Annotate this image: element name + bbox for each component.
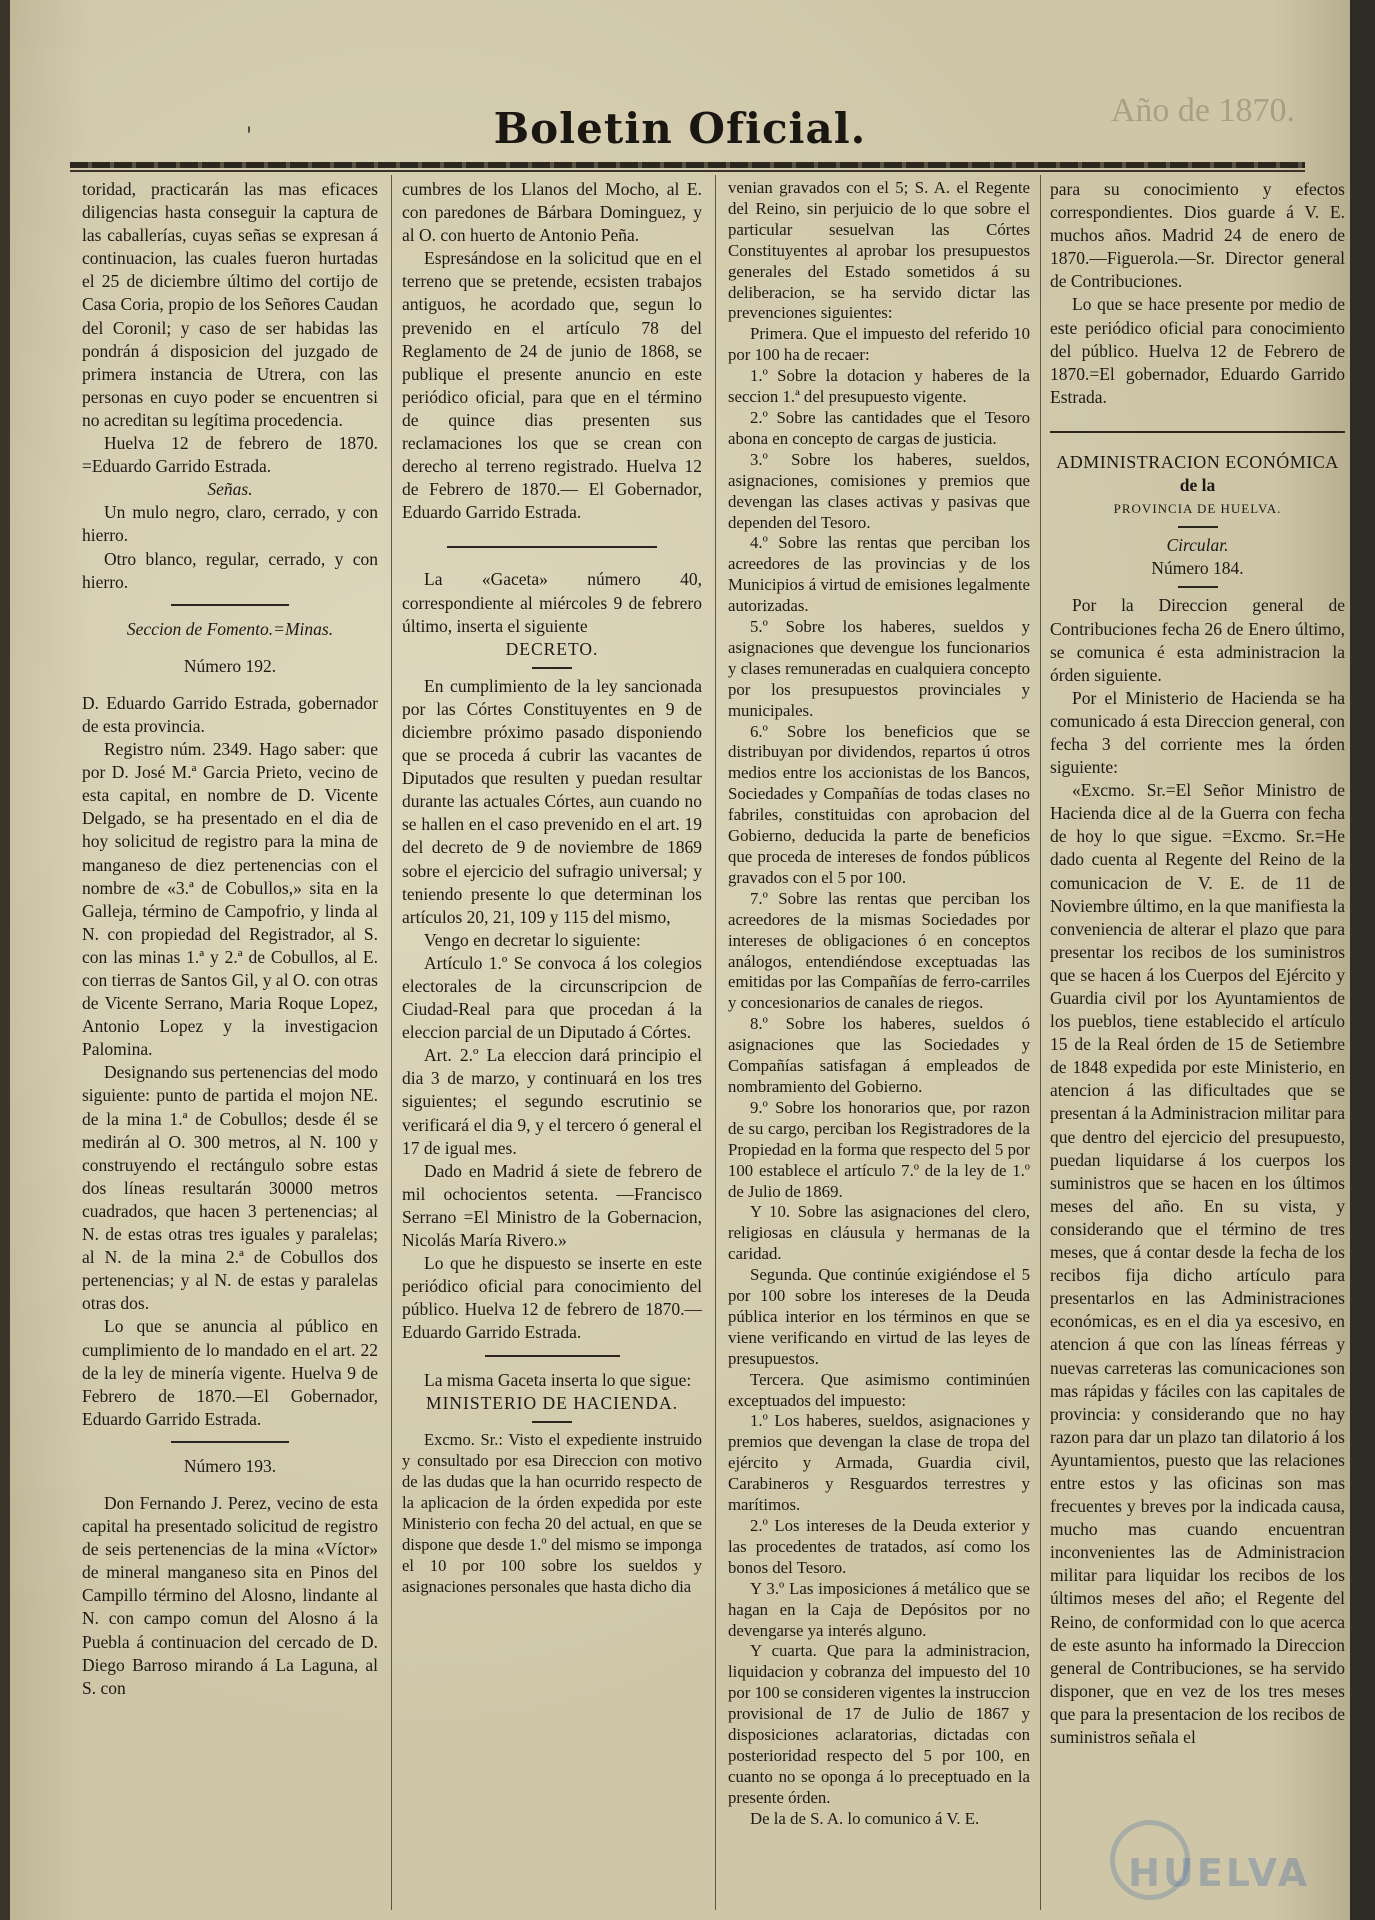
divider <box>447 546 657 548</box>
circular-label: Circular. <box>1166 535 1229 556</box>
paragraph: Huelva 12 de febrero de 1870. =Eduardo Garrido Estrada. <box>82 433 378 477</box>
paragraph: Primera. Que el impuesto del referido 10 por 100 ha de recaer: <box>728 324 1030 365</box>
masthead-rule-thin <box>70 170 1305 172</box>
paragraph: Dado en Madrid á siete de febrero de mil ochocientos setenta. —Francisco Serrano =El Ministro de la Gobernacion, Nicolás María Rivero.» <box>402 1160 702 1251</box>
paragraph: Art. 2.º La eleccion dará principio el dia 3 de marzo, y continuará en los tres siguientes; el segundo escrutinio se verificará el dia 9, y el tercero ó general el 17 de igual mes. <box>402 1045 702 1158</box>
paragraph: 4.º Sobre las rentas que perciban los acreedores de las provincias y de los Municipios á virtud de emisiones legalmente autorizadas. <box>728 533 1030 616</box>
paragraph: 3.º Sobre los haberes, sueldos, asignaciones, comisiones y premios que devengan las clases activas y pasivas que dependen del Tesoro. <box>728 449 1030 532</box>
masthead-mark: ' <box>246 124 253 149</box>
paragraph: Artículo 1.º Se convoca á los colegios electorales de la circunscripcion de Ciudad-Real para que procedan á la eleccion parcial de un Diputado á Córtes. <box>402 952 702 1043</box>
item-number: Número 193. <box>183 1455 277 1476</box>
paragraph: Vengo en decretar lo siguiente: <box>424 929 641 950</box>
paragraph: Y 10. Sobre las asignaciones del clero, religiosas en cláusula y hermanas de la caridad. <box>728 1202 1030 1264</box>
paragraph: Excmo. Sr.: Visto el expediente instruido y consultado por esa Direccion con motivo de las dudas que la han ocurrido respecto de la aplicacion de la órden expedida por este Ministerio con fecha 20 del actual, en que se dispone que desde 1.º del mismo se imponga el 10 por 100 sobre los sueldos y asignaciones personales que hasta dicho dia <box>402 1429 702 1596</box>
column-1 <box>82 178 378 1908</box>
paragraph: «Excmo. Sr.=El Señor Ministro de Hacienda dice al de la Guerra con fecha de hoy lo que sigue. =Excmo. Sr.=He dado cuenta al Regente del Reino de la comunicacion de V. E. de 11 de Noviembre último, en la que manifiesta la conveniencia de alterar el plazo que para presentar los recibos de los suministros que se hacen á los Cuerpos del Ejército y Guardia civil por los Ayuntamientos de los pueblos, tiene establecido el artículo 15 de la Real órden de 15 de Setiembre de 1848 expedida por este Ministerio, en atencion á las dificultades que se presentan á la Administracion militar para que dentro del ejercicio del presupuesto, puedan liquidarse á los cuerpos los suministros que se hacen en los últimos meses del año. En su vista, y considerando que el término de tres meses, que á contar desde la fecha de los recibos fija dicho artículo para presentarlos en las Administraciones económicas, es en el dia ya escesivo, en atencion á que con las líneas férreas y nuevas carreteras las comunicaciones son mas rápidas y fáciles con las capitales de provincia: y considerando que no hay razon para dar un plazo tan dilatorio á los Ayuntamientos, puesto que las relaciones entre estos y las oficinas son mas frecuentes y breves por la indicada causa, mucho mas cuando encuentran inconvenientes las de Administracion militar para liquidar los recibos de los últimos meses del año; el Regente del Reino, de conformidad con lo que acerca de este asunto ha informado la Direccion general de Contribuciones, se ha servido disponer, que en vez de los tres meses que para la presentacion de los recibos de suministros señala el <box>1050 780 1345 1747</box>
paragraph: De la de S. A. lo comunico á V. E. <box>750 1808 980 1828</box>
admin-heading-province: PROVINCIA DE HUELVA. <box>1113 501 1282 517</box>
admin-heading-connector: de la <box>1179 475 1216 496</box>
column-divider <box>1040 175 1041 1910</box>
library-watermark: HUELVA <box>1128 1851 1310 1895</box>
paragraph: Lo que se hace presente por medio de este periódico oficial para conocimiento del público. Huelva 12 de Febrero de 1870.=El gobernador, Eduardo Garrido Estrada. <box>1050 294 1345 407</box>
paragraph: Don Fernando J. Perez, vecino de esta capital ha presentado solicitud de registro de seis pertenencias de la mina «Víctor» de mineral manganeso sita en Pinos del Campillo término del Alosno, lindante al N. con campo comun del Alosno á la Puebla á continuacion del cercado de D. Diego Barroso mirando á La Laguna, al S. con <box>82 1492 378 1698</box>
paragraph: Y cuarta. Que para la administracion, liquidacion y cobranza del impuesto del 10 por 100 se consideren vigentes la instruccion provisional de 17 de Julio de 1867 y disposiciones aclaratorias, dictadas con posterioridad respecto del 5 por 100, en cuanto no se oponga á lo preceptuado en la presente órden. <box>728 1641 1030 1807</box>
item-number: Número 192. <box>183 655 277 676</box>
paragraph: Un mulo negro, claro, cerrado, y con hierro. <box>82 502 378 546</box>
paragraph: Por el Ministerio de Hacienda se ha comunicado á esta Direccion general, con fecha 3 del corriente mes la órden siguiente: <box>1050 687 1345 778</box>
divider <box>171 1441 289 1443</box>
paragraph: 9.º Sobre los honorarios que, por razon de su cargo, perciban los Registradores de la Propiedad en la forma que respecto del 5 por 100 establece el artículo 7.º de la ley de 1.º de Julio de 1869. <box>728 1097 1030 1201</box>
paragraph: 1.º Los haberes, sueldos, asignaciones y premios que devengan la clase de tropa del ejército y Armada, Guardia civil, Carabineros y Resguardos terrestres y marítimos. <box>728 1411 1030 1515</box>
masthead <box>10 0 1350 160</box>
column-2 <box>402 178 702 1908</box>
divider <box>171 604 289 606</box>
divider <box>485 1355 620 1357</box>
paragraph: Tercera. Que asimismo contiminúen exceptuados del impuesto: <box>728 1369 1030 1410</box>
column-divider <box>391 175 392 1910</box>
divider-short <box>1178 586 1218 588</box>
section-heading: Seccion de Fomento.=Minas. <box>126 618 334 639</box>
paragraph: Lo que se anuncia al público en cumplimiento de lo mandado en el art. 22 de la ley de minería vigente. Huelva 9 de Febrero de 1870.—El Gobernador, Eduardo Garrido Estrada. <box>82 1316 378 1429</box>
paragraph: D. Eduardo Garrido Estrada, gobernador de esta provincia. <box>82 692 378 736</box>
decree-heading: DECRETO. <box>505 638 599 659</box>
paragraph: Lo que he dispuesto se inserte en este periódico oficial para conocimiento del público. Huelva 12 de febrero de 1870.—Eduardo Garrido Estrada. <box>402 1253 702 1343</box>
paragraph: En cumplimiento de la ley sancionada por las Córtes Constituyentes en 9 de diciembre próximo pasado disponiendo que se proceda á cubrir las vacantes de Diputados que resulten y puedan resultar durante las actuales Córtes, aun cuando no se hallen en el caso prevenido en el art. 19 del decreto de 9 de noviembre de 1869 sobre el ejercicio del sufragio universal; y teniendo presente lo que determinan los artículos 20, 21, 109 y 115 del mismo, <box>402 675 702 927</box>
divider <box>1050 431 1345 433</box>
paragraph: 1.º Sobre la dotacion y haberes de la seccion 1.ª del presupuesto vigente. <box>728 366 1030 407</box>
paragraph: 8.º Sobre los haberes, sueldos ó asignaciones que las Sociedades y Compañías satisfagan á empleados de nombramiento del Gobierno. <box>728 1014 1030 1096</box>
paragraph: Designando sus pertenencias del modo siguiente: punto de partida el mojon NE. de la mina 1.ª de Cobullos; desde él se medirán al O. 300 metros, al N. 100 y construyendo el rectángulo sobre estas dos líneas resultarán 30000 metros cuadrados, que hacen 3 pertenencias; al N. de estas otras tres iguales y paralelas; al N. de la mina 2.ª de Cobullos dos pertenencias; y al N. de estas y paralelas otras dos. <box>82 1062 378 1314</box>
paragraph: 6.º Sobre los beneficios que se distribuyan por dividendos, repartos ú otros medios entre los accionistas de los Bancos, Sociedades y Compañías de todas clases no fabriles, constituidas con aprobacion del Gobierno, deducida la parte de beneficios que proceda de intereses de fondos públicos gravados con el 5 por 100. <box>728 721 1030 887</box>
paragraph: Y 3.º Las imposiciones á metálico que se hagan en la Caja de Depósitos por no devengarse ya interés alguno. <box>728 1578 1030 1640</box>
paragraph: 2.º Sobre las cantidades que el Tesoro abona en concepto de cargas de justicia. <box>728 407 1030 448</box>
paragraph: 7.º Sobre las rentas que perciban los acreedores de la mismas Sociedades por intereses de obligaciones ó en conceptos análogos, entendiéndose exceptuadas las emitidas por las Compañías de ferro-carriles y concesionarios de canales de riegos. <box>728 888 1030 1013</box>
column-3 <box>728 178 1030 1908</box>
column-divider <box>715 175 716 1910</box>
divider-short <box>532 1421 572 1423</box>
paragraph: venian gravados con el 5; S. A. el Regente del Reino, sin perjuicio de lo que sobre el particular sesuelvan las Córtes Constituyentes al aprobar los presupuestos generales del Estado sometidos á su deliberacion, se ha servido dictar las prevenciones siguientes: <box>728 178 1030 323</box>
divider-short <box>1178 526 1218 528</box>
column-4 <box>1050 178 1345 1908</box>
admin-heading: ADMINISTRACION ECONÓMICA <box>1056 451 1339 472</box>
paragraph: Otro blanco, regular, cerrado, y con hierro. <box>82 548 378 592</box>
ministry-heading: MINISTERIO DE HACIENDA. <box>426 1392 678 1413</box>
paragraph: 2.º Los intereses de la Deuda exterior y las procedentes de tratados, así como los bonos del Tesoro. <box>728 1516 1030 1577</box>
paragraph: Espresándose en la solicitud que en el terreno que se pretende, ecsisten trabajos antiguos, he acordado que, segun lo prevenido en el artículo 78 del Reglamento de 24 de junio de 1868, se publique el presente anuncio en este periódico oficial, para que en el término de quince dias presenten sus reclamaciones los que se crean con derecho al terreno registrado. Huelva 12 de Febrero de 1870.— El Gobernador, Eduardo Garrido Estrada. <box>402 248 702 523</box>
masthead-year-faded: Año de 1870. <box>1110 92 1295 129</box>
paragraph: toridad, practicarán las mas eficaces diligencias hasta conseguir la captura de las caballerías, cuyas señas se expresan á continuacion, las cuales fueron hurtadas el 25 de diciembre último del cortijo de Casa Coria, propio de los Señores Caudan del Coronil; y caso de ser habidas las pondrán á disposicion del juzgado de primera instancia de Utrera, con las personas en cuyo poder se encuentren si no acreditan su legítima procedencia. <box>82 179 378 430</box>
paragraph: para su conocimiento y efectos correspondientes. Dios guarde á V. E. muchos años. Madrid 24 de enero de 1870.—Figuerola.—Sr. Director general de Contribuciones. <box>1050 179 1345 292</box>
scan-edge <box>1350 0 1375 1920</box>
paragraph: La misma Gaceta inserta lo que sigue: <box>424 1369 692 1390</box>
paragraph: cumbres de los Llanos del Mocho, al E. con paredones de Bárbara Dominguez, y al O. con huerto de Antonio Peña. <box>402 179 702 246</box>
masthead-rule <box>70 162 1305 168</box>
paragraph: Por la Direccion general de Contribuciones fecha 26 de Enero último, se comunica é esta administracion la órden siguiente. <box>1050 595 1345 685</box>
paragraph: 5.º Sobre los haberes, sueldos y asignaciones que devengue los funcionarios y clases remuneradas en cualquiera concepto por los presupuestos provinciales y municipales. <box>728 617 1030 720</box>
section-heading: Señas. <box>207 479 253 500</box>
paragraph: Registro núm. 2349. Hago saber: que por D. José M.ª Garcia Prieto, vecino de esta capital, en nombre de D. Vicente Delgado, se ha presentado en el dia de hoy solicitud de registro para la mina de manganeso de diez pertenencias con el nombre de «3.ª de Cobullos,» sita en la Galleja, término de Campofrio, y linda al N. con propiedad del Registrador, al S. con las minas 1.ª y 2.ª de Cobullos, al E. con tierras de Santos Gil, y al O. con otras de Vicente Serrano, Maria Roque Lopez, Antonio Lopez y la investigacion Palomina. <box>82 739 378 1060</box>
item-number: Número 184. <box>1151 558 1244 579</box>
paragraph: La «Gaceta» número 40, correspondiente al miércoles 9 de febrero último, inserta el siguiente <box>402 569 702 636</box>
divider-short <box>532 667 572 669</box>
paragraph: Segunda. Que continúe exigiéndose el 5 por 100 sobre los intereses de la Deuda pública interior en los términos en que se viene verificando en virtud de las leyes de presupuestos. <box>728 1265 1030 1368</box>
newspaper-page <box>10 0 1350 1920</box>
masthead-title: Boletin Oficial. <box>493 104 867 153</box>
